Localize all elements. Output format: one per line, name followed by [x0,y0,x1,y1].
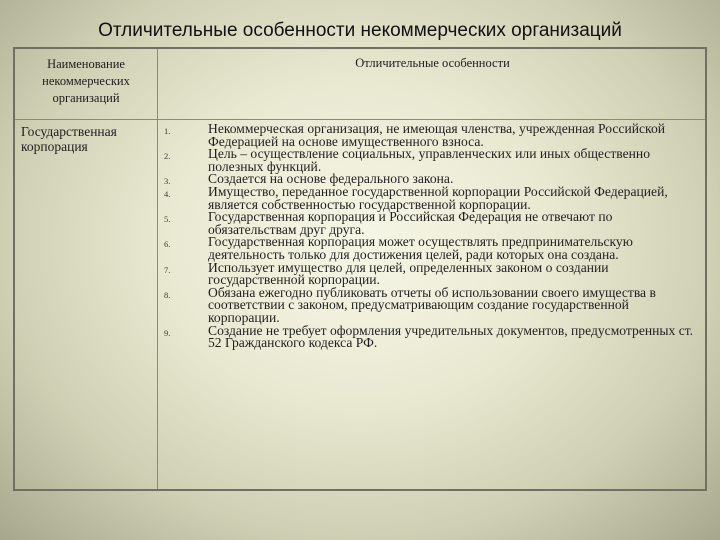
feature-number: 2. [164,151,171,162]
feature-item [158,148,707,173]
feature-item [158,211,707,236]
feature-text: Государственная корпорация и Российская Федерация не отвечают по обязательствам друг друга. [208,209,613,237]
header-organization-name: Наименование некоммерческих организаций [42,57,130,105]
feature-number: 6. [164,239,171,250]
feature-text: Цель – осуществление социальных, управленческих или иных общественно полезных функций. [208,146,650,174]
feature-text: Обязана ежегодно публиковать отчеты об использовании своего имущества в соответствии с законом, предусматривающим создание государственной корпорации. [208,284,656,325]
feature-list [158,123,707,350]
feature-number: 5. [164,214,171,225]
feature-text: Государственная корпорация может осуществлять предпринимательскую деятельность только для достижения целей, ради которых она создана. [208,234,633,262]
features-table [13,47,707,491]
feature-item [158,183,707,212]
feature-number: 8. [164,289,171,300]
feature-number: 4. [164,188,171,199]
feature-number: 3. [164,176,171,187]
feature-text: Создается на основе федерального закона. [208,171,454,187]
header-distinctive-features: Отличительные особенности [355,56,510,70]
feature-number: 9. [164,327,171,338]
feature-item [158,123,707,148]
feature-text: Создание не требует оформления учредительных документов, предусмотренных ст. 52 Гражданского кодекса РФ. [208,322,694,351]
feature-number: 7. [164,264,171,275]
feature-text: Использует имущество для целей, определенных законом о создании государственной корпорации. [208,259,609,288]
header-divider [15,119,705,120]
feature-number: 1. [164,126,171,136]
organization-name-cell: Государственная корпорация [21,124,117,154]
feature-text: Некоммерческая организация, не имеющая членства, учрежденная Российской Федерацией на основе имущественного взноса. [208,121,666,149]
feature-item [158,259,707,288]
slide-title: Отличительные особенности некоммерческих организаций [98,20,622,41]
feature-item [158,284,707,325]
feature-text: Имущество, переданное государственной корпорации Российской Федерацией, является собственностью государственной корпорации. [208,183,668,212]
feature-item [158,236,707,261]
feature-item [158,322,707,351]
